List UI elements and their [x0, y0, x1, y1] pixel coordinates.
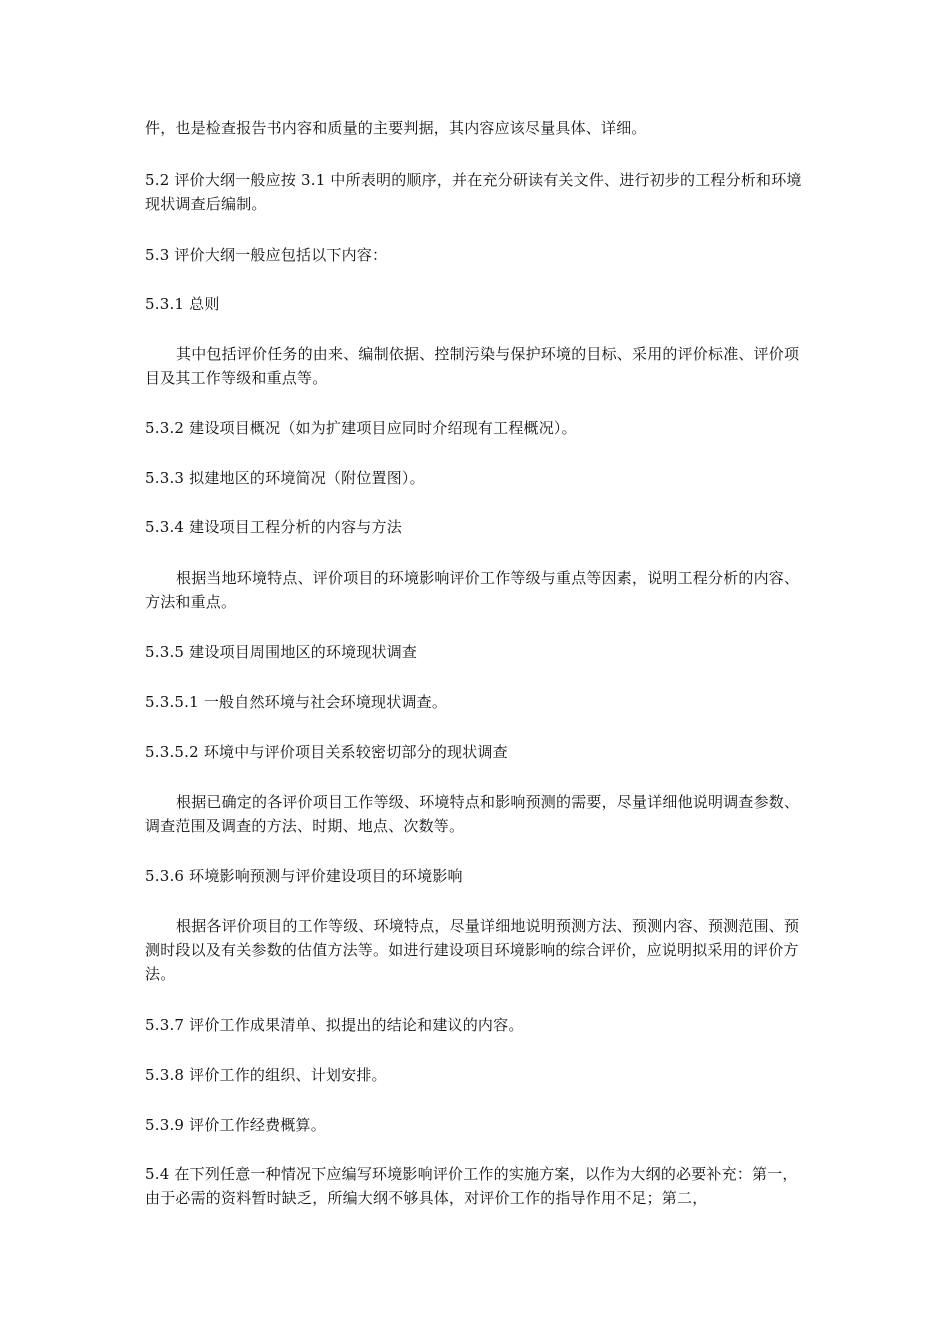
- heading-5-3-6: 5.3.6 环境影响预测与评价建设项目的环境影响: [145, 867, 463, 885]
- clause-5-3-7: 5.3.7 评价工作成果清单、拟提出的结论和建议的内容。: [145, 1016, 524, 1034]
- heading-5-3-4: 5.3.4 建设项目工程分析的内容与方法: [145, 518, 402, 536]
- body-5-3-6: 根据各评价项目的工作等级、环境特点，尽量详细地说明预测方法、预测内容、预测范围、预测时段以及有关参数的估值方法等。如进行建设项目环境影响的综合评价，应说明拟采用的评价方法。: [145, 917, 800, 983]
- heading-5-3-1: 5.3.1 总则: [145, 295, 220, 313]
- clause-5-2: 5.2 评价大纲一般应按 3.1 中所表明的顺序，并在充分研读有关文件、进行初步的工程分析和环境现状调查后编制。: [145, 171, 802, 213]
- heading-5-3-5: 5.3.5 建设项目周围地区的环境现状调查: [145, 643, 418, 661]
- clause-5-3-2: 5.3.2 建设项目概况（如为扩建项目应同时介绍现有工程概况）。: [145, 419, 577, 437]
- paragraph-continuation: 件，也是检查报告书内容和质量的主要判据，其内容应该尽量具体、详细。: [145, 119, 647, 137]
- body-5-3-1: 其中包括评价任务的由来、编制依据、控制污染与保护环境的目标、采用的评价标准、评价项目及其工作等级和重点等。: [145, 345, 800, 387]
- clause-5-3-8: 5.3.8 评价工作的组织、计划安排。: [145, 1066, 387, 1084]
- body-5-3-4: 根据当地环境特点、评价项目的环境影响评价工作等级与重点等因素，说明工程分析的内容、方法和重点。: [145, 569, 800, 611]
- clause-5-4: 5.4 在下列任意一种情况下应编写环境影响评价工作的实施方案，以作为大纲的必要补充：第一，由于必需的资料暂时缺乏，所编大纲不够具体，对评价工作的指导作用不足；第二，: [145, 1165, 798, 1207]
- heading-5-3-5-2: 5.3.5.2 环境中与评价项目关系较密切部分的现状调查: [145, 743, 508, 761]
- clause-5-3-9: 5.3.9 评价工作经费概算。: [145, 1116, 326, 1134]
- clause-5-3-3: 5.3.3 拟建地区的环境简况（附位置图）。: [145, 469, 425, 487]
- clause-5-3: 5.3 评价大纲一般应包括以下内容：: [145, 246, 388, 264]
- body-5-3-5-2: 根据已确定的各评价项目工作等级、环境特点和影响预测的需要，尽量详细他说明调查参数、调查范围及调查的方法、时期、地点、次数等。: [145, 793, 800, 835]
- clause-5-3-5-1: 5.3.5.1 一般自然环境与社会环境现状调查。: [145, 693, 448, 711]
